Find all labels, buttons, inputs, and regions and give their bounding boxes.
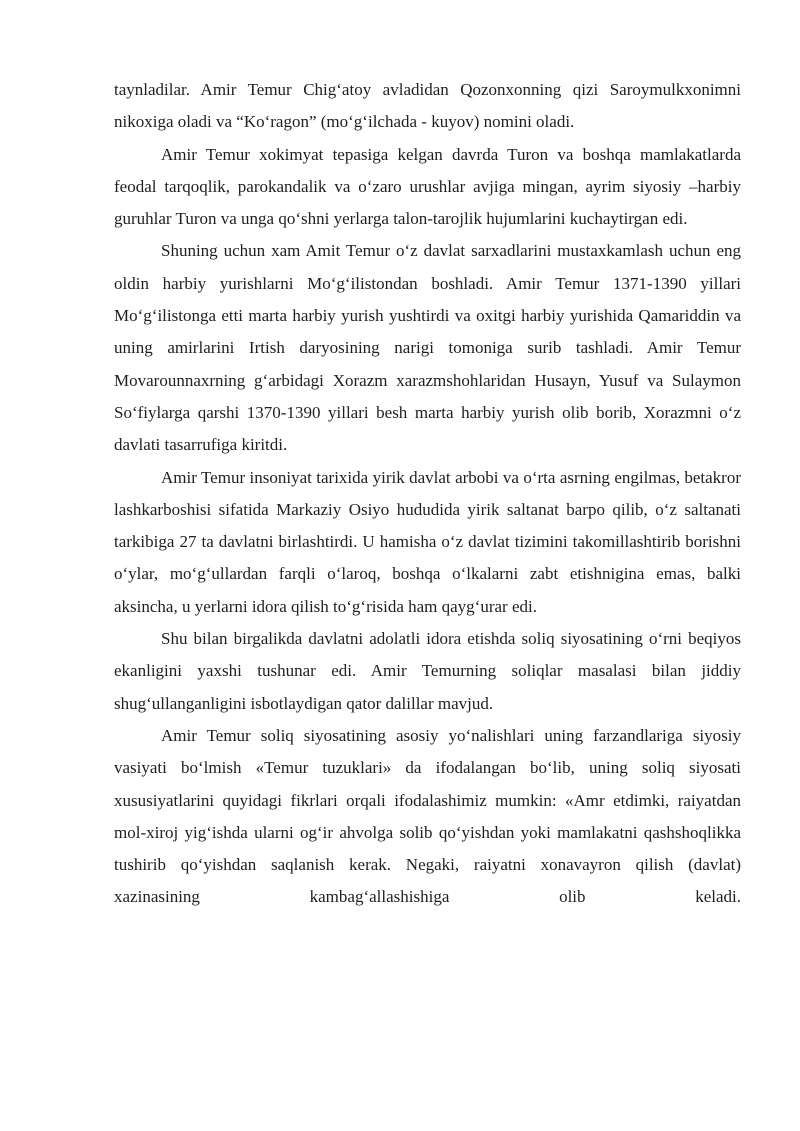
paragraph-marriage: taynladilar. Amir Temur Chig‘atoy avladidan Qozonxonning qizi Saroymulkxonimni nikoxiga oladi va “Ko‘ragon” (mo‘g‘ilchada - kuyov) nomini oladi. xyxy=(114,80,741,132)
paragraph-feudal-fragmentation: Amir Temur xokimyat tepasiga kelgan davrda Turon va boshqa mamlakatlarda feodal tarqoqlik, parokandalik va o‘zaro urushlar avjiga mingan, ayrim siyosiy –harbiy guruhlar Turon va unga qo‘shni yerlarga talon-tarojlik hujumlarini kuchaytirgan edi. xyxy=(114,144,741,229)
paragraph-military-campaigns: Shuning uchun xam Amit Temur o‘z davlat sarxadlarini mustaxkamlash uchun eng oldin harbiy yurishlarni Mo‘g‘ilistondan boshladi. Amir Temur 1371-1390 yillari Mo‘g‘ilistonga etti marta harbiy yurish yushtirdi va oxitgi harbiy yurishida Qamariddin va uning amirlarini Irtish daryosining narigi tomoniga surib tashladi. Amir Temur Movarounnaxrning g‘arbidagi Xorazm xarazmshohlaridan Husayn, Yusuf va Sulaymon So‘fiylarga qarshi 1370-1390 yillari besh marta harbiy yurish olib borib, Xorazmni o‘z davlati tasarrufiga kiritdi. xyxy=(114,241,741,455)
paragraph-statesman: Amir Temur insoniyat tarixida yirik davlat arbobi va o‘rta asrning engilmas, betakror lashkarboshisi sifatida Markaziy Osiyo hududida yirik saltanat barpo qilib, o‘z saltanati tarkibiga 27 ta davlatni birlashtirdi. U hamisha o‘z davlat tizimini takomillashtirib borishni o‘ylar, mo‘g‘ullardan farqli o‘laroq, boshqa o‘lkalarni zabt etishnigina emas, balki aksincha, u yerlarni idora qilish to‘g‘risida ham qayg‘urar edi. xyxy=(114,467,741,616)
document-body xyxy=(114,74,741,914)
paragraph-tax-policy-importance: Shu bilan birgalikda davlatni adolatli idora etishda soliq siyosatining o‘rni beqiyos ekanligini yaxshi tushunar edi. Amir Temurning soliqlar masalasi bilan jiddiy shug‘ullanganligini isbotlaydigan qator dalillar mavjud. xyxy=(114,629,741,713)
paragraph-temur-tuzuklari: Amir Temur soliq siyosatining asosiy yo‘nalishlari uning farzandlariga siyosiy vasiyati bo‘lmish «Temur tuzuklari» da ifodalangan bo‘lib, uning soliq siyosati xususiyatlarini quyidagi fikrlari orqali ifodalashimiz mumkin: «Amr etdimki, raiyatdan mol-xiroj yig‘ishda ularni og‘ir ahvolga solib qo‘yishdan yoki mamlakatni qashshoqlikka tushirib qo‘yishdan saqlanish kerak. Negaki, raiyatni xonavayron qilish (davlat) xazinasining kambag‘allashishiga olib keladi. xyxy=(114,725,741,907)
